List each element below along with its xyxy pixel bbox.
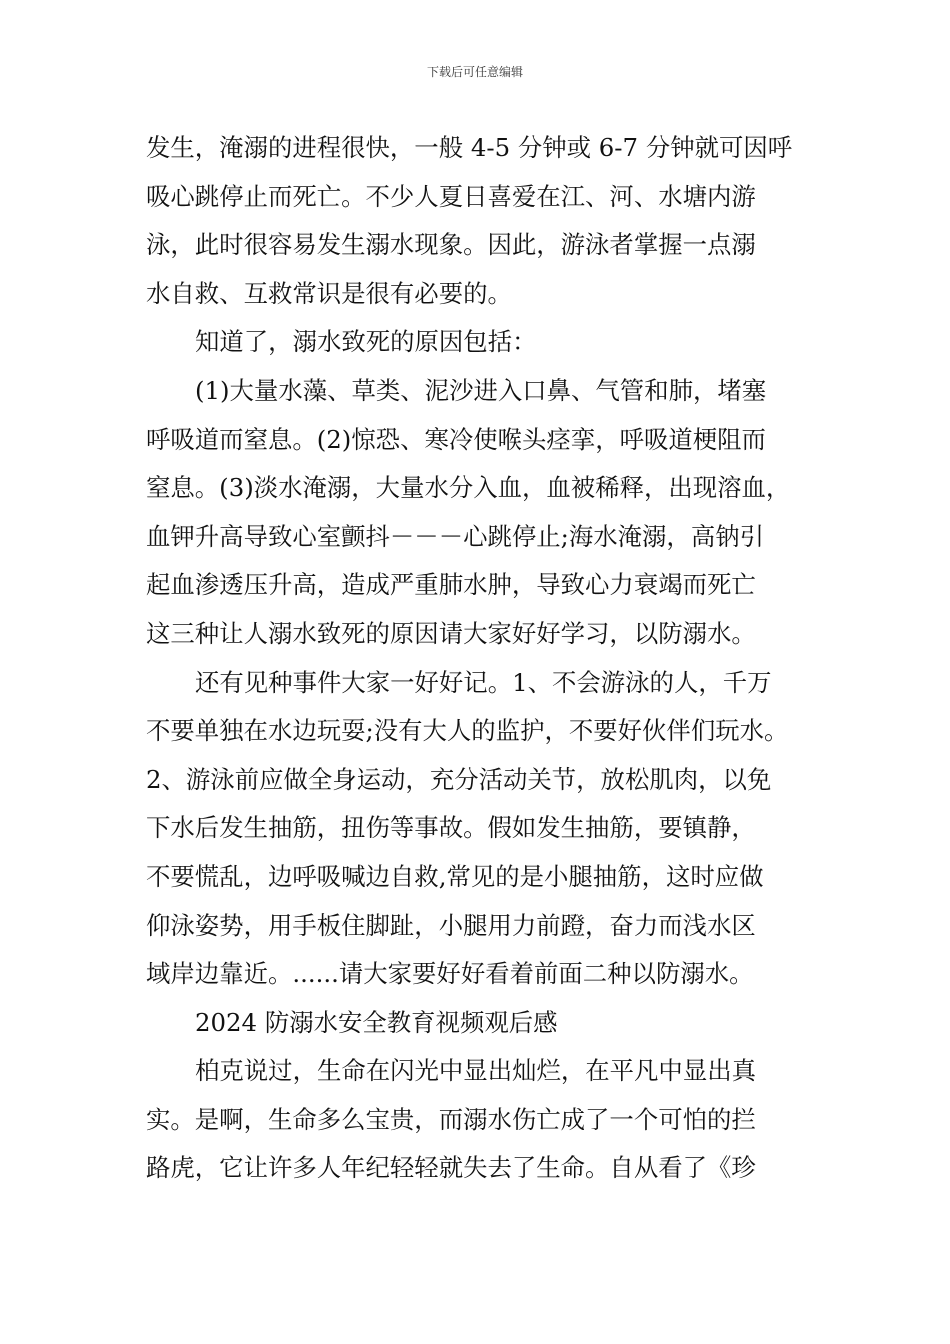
text-line: 起血渗透压升高，造成严重肺水肿，导致心力衰竭而死亡 <box>146 570 756 600</box>
text-line: 不要慌乱，边呼吸喊边自救,常见的是小腿抽筋，这时应做 <box>146 861 764 891</box>
text-line: 柏克说过，生命在闪光中显出灿烂，在平凡中显出真 <box>195 1056 756 1086</box>
section-heading: 2024 防溺水安全教育视频观后感 <box>195 1007 558 1037</box>
text-line: 泳，此时很容易发生溺水现象。因此，游泳者掌握一点溺 <box>146 230 756 260</box>
text-line: 下水后发生抽筋，扭伤等事故。假如发生抽筋，要镇静， <box>146 813 756 843</box>
text-line: 实。是啊，生命多么宝贵，而溺水伤亡成了一个可怕的拦 <box>146 1104 756 1134</box>
text-line: 路虎，它让许多人年纪轻轻就失去了生命。自从看了《珍 <box>146 1153 756 1183</box>
text-line: (1)大量水藻、草类、泥沙进入口鼻、气管和肺，堵塞 <box>195 375 767 405</box>
document-body <box>146 124 822 1193</box>
page-header: 下载后可任意编辑 <box>426 65 523 79</box>
text-line: 域岸边靠近。......请大家要好好看着前面二种以防溺水。 <box>146 959 754 989</box>
text-line: 2、游泳前应做全身运动，充分活动关节，放松肌肉，以免 <box>146 764 772 794</box>
text-line: 窒息。(3)淡水淹溺，大量水分入血，血被稀释，出现溶血， <box>146 473 791 503</box>
text-line: 还有见种事件大家一好好记。1、不会游泳的人，千万 <box>195 667 772 697</box>
text-line: 呼吸道而窒息。(2)惊恐、寒冷使喉头痉挛，呼吸道梗阻而 <box>146 424 766 454</box>
text-line: 不要单独在水边玩耍;没有大人的监护，不要好伙伴们玩水。 <box>146 716 789 746</box>
text-line: 发生，淹溺的进程很快，一般 4-5 分钟或 6-7 分钟就可因呼 <box>146 133 793 162</box>
text-line: 水自救、互救常识是很有必要的。 <box>146 278 512 308</box>
text-line: 吸心跳停止而死亡。不少人夏日喜爱在江、河、水塘内游 <box>146 181 756 211</box>
text-line: 知道了，溺水致死的原因包括： <box>195 327 537 357</box>
text-line: 这三种让人溺水致死的原因请大家好好学习，以防溺水。 <box>146 618 756 648</box>
text-line: 仰泳姿势，用手板住脚趾，小腿用力前蹬，奋力而浅水区 <box>146 910 756 940</box>
text-line: 血钾升高导致心室颤抖－－－心跳停止;海水淹溺，高钠引 <box>146 521 764 551</box>
